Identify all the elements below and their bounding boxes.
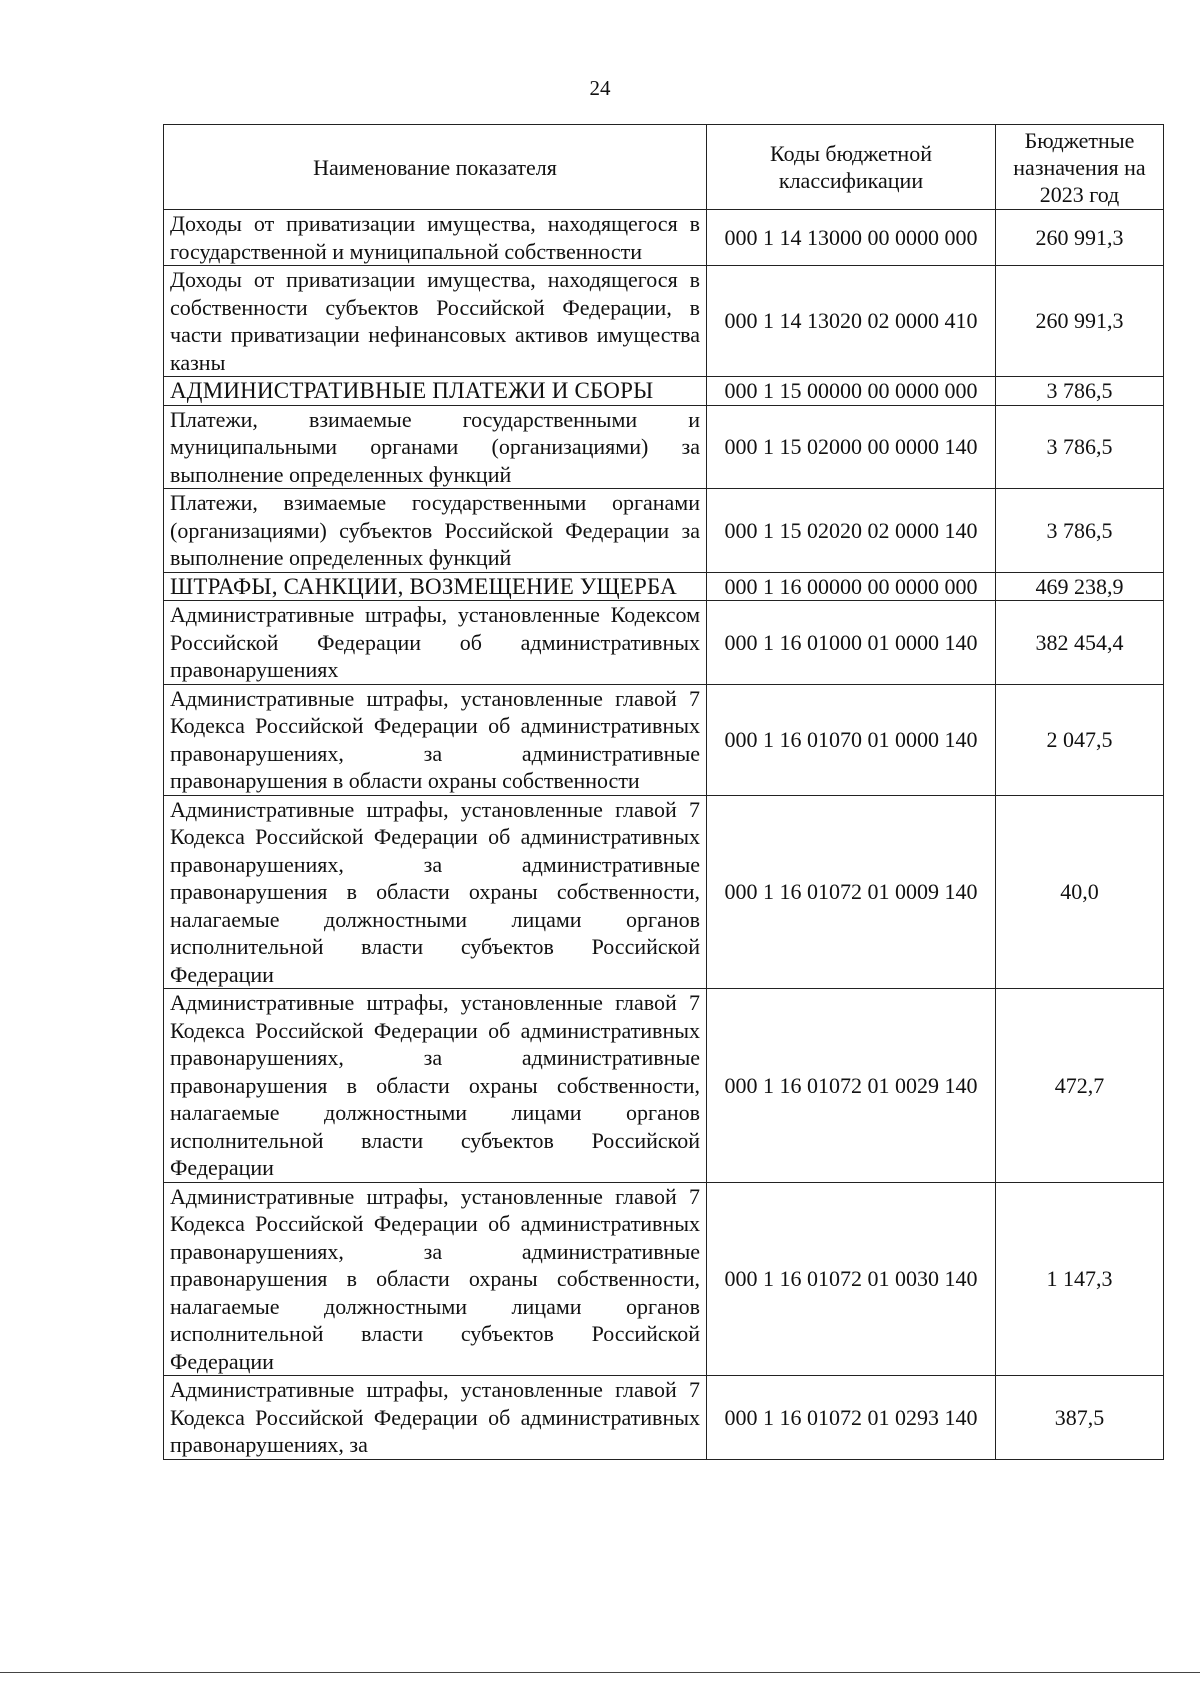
budget-value-cell: 2 047,5	[996, 684, 1164, 795]
header-row	[164, 125, 1164, 210]
table-body	[164, 210, 1164, 1460]
budget-value-cell: 260 991,3	[996, 266, 1164, 377]
budget-code-cell: 000 1 16 01072 01 0029 140	[707, 989, 996, 1183]
table-row	[164, 266, 1164, 377]
footer-rule	[0, 1672, 1200, 1673]
indicator-name-cell: Административные штрафы, установленные главой 7 Кодекса Российской Федерации об административных правонарушениях, за административные правонарушения в области охраны собственности	[164, 684, 707, 795]
budget-value-cell: 382 454,4	[996, 601, 1164, 685]
header-budget-code: Коды бюджетной классификации	[707, 125, 996, 210]
indicator-name-cell: Административные штрафы, установленные главой 7 Кодекса Российской Федерации об административных правонарушениях, за административные правонарушения в области охраны собственности, налагаемые должностными лицами органов исполнительной власти субъектов Российской Федерации	[164, 795, 707, 989]
budget-value-cell: 3 786,5	[996, 489, 1164, 573]
table-row	[164, 601, 1164, 685]
budget-code-cell: 000 1 16 01070 01 0000 140	[707, 684, 996, 795]
header-budget-value: Бюджетные назначения на 2023 год	[996, 125, 1164, 210]
table-row	[164, 989, 1164, 1183]
table-row	[164, 377, 1164, 406]
section-name-cell: ШТРАФЫ, САНКЦИИ, ВОЗМЕЩЕНИЕ УЩЕРБА	[164, 572, 707, 601]
indicator-name-cell: Платежи, взимаемые государственными и муниципальными органами (организациями) за выполнение определенных функций	[164, 405, 707, 489]
budget-code-cell: 000 1 15 02020 02 0000 140	[707, 489, 996, 573]
budget-code-cell: 000 1 15 02000 00 0000 140	[707, 405, 996, 489]
budget-code-cell: 000 1 16 00000 00 0000 000	[707, 572, 996, 601]
indicator-name-cell: Административные штрафы, установленные Кодексом Российской Федерации об административных правонарушениях	[164, 601, 707, 685]
budget-code-cell: 000 1 16 01072 01 0293 140	[707, 1376, 996, 1460]
indicator-name-cell: Административные штрафы, установленные главой 7 Кодекса Российской Федерации об административных правонарушениях, за	[164, 1376, 707, 1460]
table-row	[164, 210, 1164, 266]
indicator-name-cell: Административные штрафы, установленные главой 7 Кодекса Российской Федерации об административных правонарушениях, за административные правонарушения в области охраны собственности, налагаемые должностными лицами органов исполнительной власти субъектов Российской Федерации	[164, 989, 707, 1183]
budget-code-cell: 000 1 16 01072 01 0009 140	[707, 795, 996, 989]
section-name-cell: АДМИНИСТРАТИВНЫЕ ПЛАТЕЖИ И СБОРЫ	[164, 377, 707, 406]
header-indicator-name: Наименование показателя	[164, 125, 707, 210]
budget-code-cell: 000 1 16 01000 01 0000 140	[707, 601, 996, 685]
budget-value-cell: 472,7	[996, 989, 1164, 1183]
budget-value-cell: 3 786,5	[996, 405, 1164, 489]
table-row	[164, 489, 1164, 573]
page-number: 24	[589, 76, 611, 100]
indicator-name-cell: Доходы от приватизации имущества, находящегося в государственной и муниципальной собственности	[164, 210, 707, 266]
table-row	[164, 1376, 1164, 1460]
budget-code-cell: 000 1 14 13000 00 0000 000	[707, 210, 996, 266]
indicator-name-cell: Административные штрафы, установленные главой 7 Кодекса Российской Федерации об административных правонарушениях, за административные правонарушения в области охраны собственности, налагаемые должностными лицами органов исполнительной власти субъектов Российской Федерации	[164, 1182, 707, 1376]
indicator-name-cell: Платежи, взимаемые государственными органами (организациями) субъектов Российской Федерации за выполнение определенных функций	[164, 489, 707, 573]
budget-value-cell: 40,0	[996, 795, 1164, 989]
budget-code-cell: 000 1 15 00000 00 0000 000	[707, 377, 996, 406]
budget-value-cell: 260 991,3	[996, 210, 1164, 266]
budget-value-cell: 387,5	[996, 1376, 1164, 1460]
table-row	[164, 684, 1164, 795]
table-row	[164, 795, 1164, 989]
table-row	[164, 1182, 1164, 1376]
indicator-name-cell: Доходы от приватизации имущества, находящегося в собственности субъектов Российской Федерации, в части приватизации нефинансовых активов имущества казны	[164, 266, 707, 377]
budget-code-cell: 000 1 16 01072 01 0030 140	[707, 1182, 996, 1376]
table-header	[164, 125, 1164, 210]
budget-value-cell: 469 238,9	[996, 572, 1164, 601]
table-row	[164, 405, 1164, 489]
budget-value-cell: 3 786,5	[996, 377, 1164, 406]
table-row	[164, 572, 1164, 601]
budget-table	[163, 124, 1164, 1460]
budget-value-cell: 1 147,3	[996, 1182, 1164, 1376]
budget-code-cell: 000 1 14 13020 02 0000 410	[707, 266, 996, 377]
